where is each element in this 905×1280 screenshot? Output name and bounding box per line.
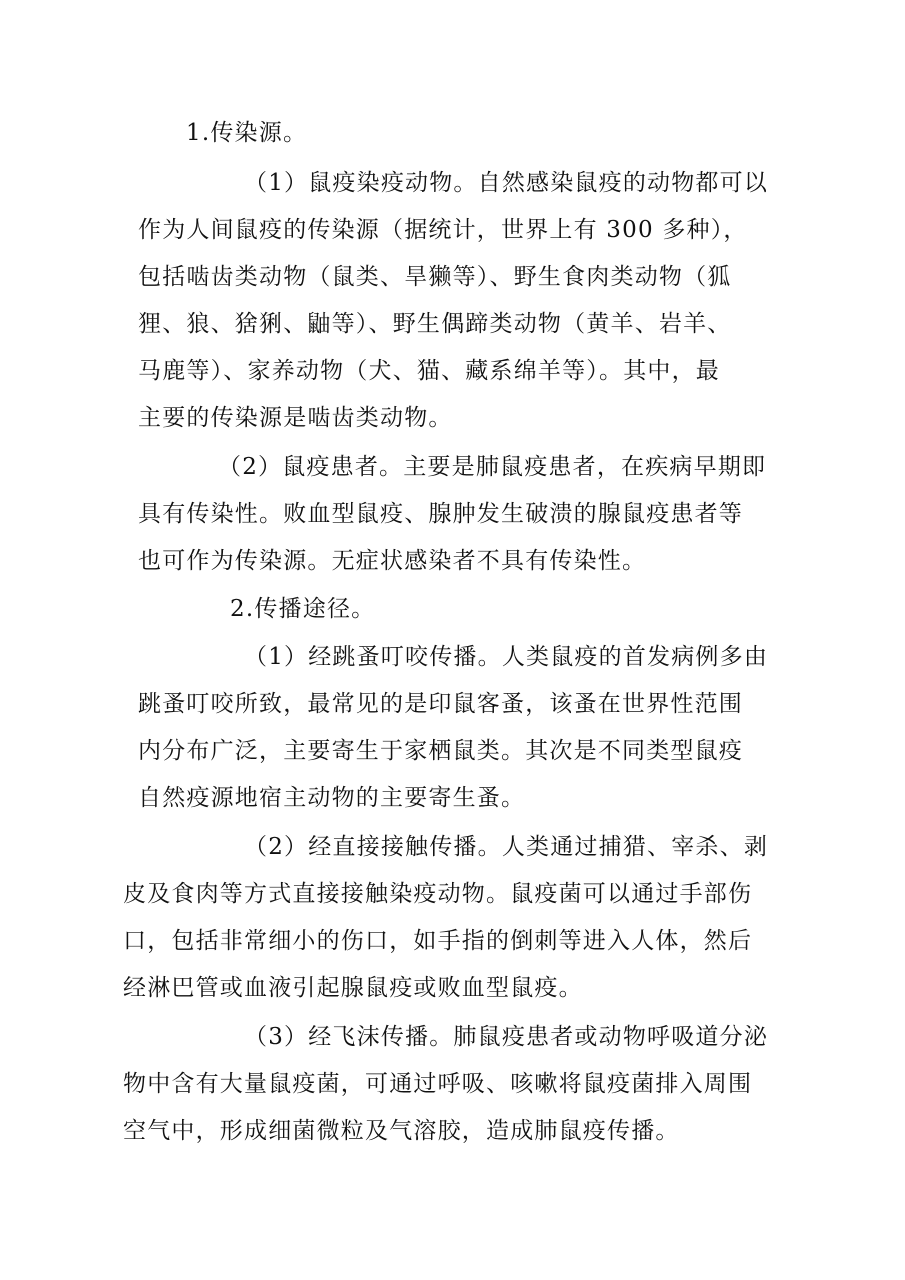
paragraph-line: 内分布广泛，主要寄生于家栖鼠类。其次是不同类型鼠疫 bbox=[138, 738, 743, 764]
paragraph-line: 主要的传染源是啮齿类动物。 bbox=[138, 405, 453, 431]
paragraph-line: 包括啮齿类动物（鼠类、旱獭等）、野生食肉类动物（狐 bbox=[138, 264, 732, 290]
paragraph-line: 也可作为传染源。无症状感染者不具有传染性。 bbox=[138, 548, 647, 574]
paragraph-line: 口，包括非常细小的伤口，如手指的倒刺等进入人体，然后 bbox=[123, 928, 753, 954]
paragraph-line: 马鹿等）、家养动物（犬、猫、藏系绵羊等）。其中，最 bbox=[138, 358, 720, 384]
paragraph-line: （2）经直接接触传播。人类通过捕猎、宰杀、剥 bbox=[244, 834, 769, 860]
paragraph-line: 自然疫源地宿主动物的主要寄生蚤。 bbox=[138, 785, 526, 811]
paragraph-line: 皮及食肉等方式直接接触染疫动物。鼠疫菌可以通过手部伤 bbox=[123, 881, 753, 907]
paragraph-line: （1）经跳蚤叮咬传播。人类鼠疫的首发病例多由 bbox=[244, 644, 769, 670]
paragraph-line: （2）鼠疫患者。主要是肺鼠疫患者，在疾病早期即 bbox=[218, 454, 767, 480]
paragraph-line: 物中含有大量鼠疫菌，可通过呼吸、咳嗽将鼠疫菌排入周围 bbox=[123, 1071, 753, 1097]
paragraph-line: 狸、狼、猞猁、鼬等）、野生偶蹄类动物（黄羊、岩羊、 bbox=[138, 311, 732, 337]
paragraph-line: （1）鼠疫染疫动物。自然感染鼠疫的动物都可以 bbox=[244, 170, 769, 196]
paragraph-line: 经淋巴管或血液引起腺鼠疫或败血型鼠疫。 bbox=[123, 975, 583, 1001]
paragraph-line: 作为人间鼠疫的传染源（据统计，世界上有 300 多种）， bbox=[138, 217, 748, 243]
paragraph-line: （3）经飞沫传播。肺鼠疫患者或动物呼吸道分泌 bbox=[244, 1024, 769, 1050]
paragraph-line: 跳蚤叮咬所致，最常见的是印鼠客蚤，该蚤在世界性范围 bbox=[138, 691, 743, 717]
paragraph-line: 空气中，形成细菌微粒及气溶胶，造成肺鼠疫传播。 bbox=[123, 1118, 680, 1144]
paragraph-line: 具有传染性。败血型鼠疫、腺肿发生破溃的腺鼠疫患者等 bbox=[138, 501, 743, 527]
section-heading-transmission: 2.传播途径。 bbox=[230, 596, 376, 622]
section-heading-infection-source: 1.传染源。 bbox=[186, 120, 308, 146]
